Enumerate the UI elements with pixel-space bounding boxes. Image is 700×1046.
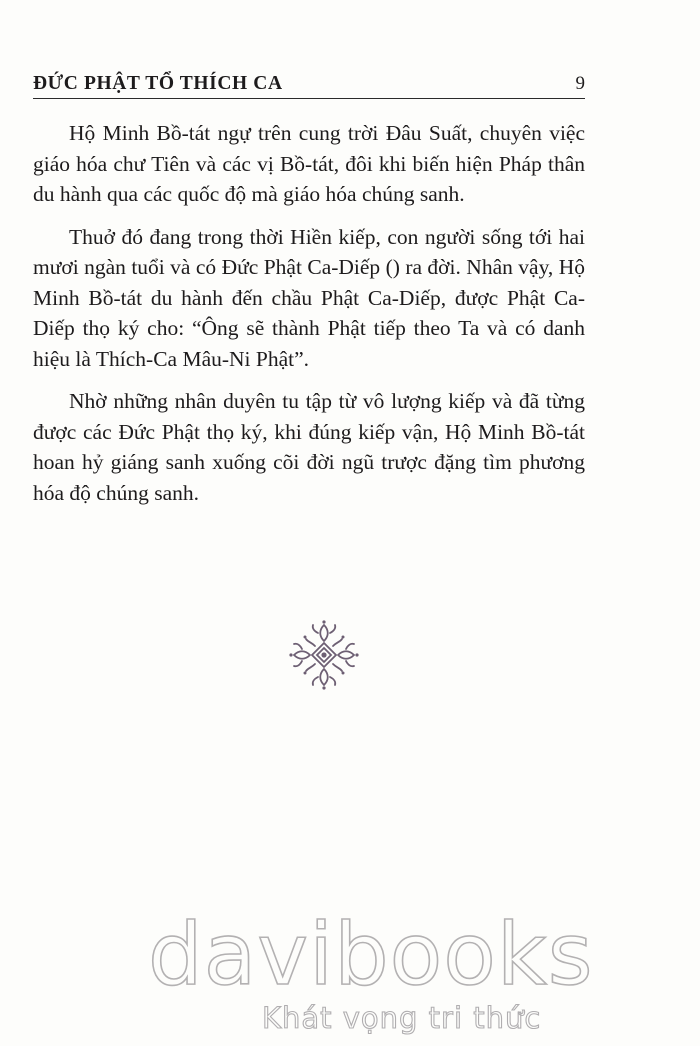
watermark-tagline: Khát vọng tri thức xyxy=(262,1001,542,1035)
paragraph: Nhờ những nhân duyên tu tập từ vô lượng kiếp và đã từng được các Đức Phật thọ ký, khi đúng kiếp vận, Hộ Minh Bồ-tát hoan hỷ giáng sanh xuống cõi đời ngũ trược đặng tìm phương hóa độ chúng sanh. xyxy=(33,389,585,505)
paragraph: Hộ Minh Bồ-tát ngự trên cung trời Đâu Suất, chuyên việc giáo hóa chư Tiên và các vị Bồ-tát, đôi khi biến hiện Pháp thân du hành qua các quốc độ mà giáo hóa chúng sanh. xyxy=(33,121,585,206)
running-title: ĐỨC PHẬT TỔ THÍCH CA xyxy=(33,73,283,94)
running-header xyxy=(33,70,585,99)
page-number: 9 xyxy=(575,73,585,94)
paragraph: Thuở đó đang trong thời Hiền kiếp, con người sống tới hai mươi ngàn tuổi và có Đức Phật Ca-Diếp () ra đời. Nhân vậy, Hộ Minh Bồ-tát du hành đến chầu Phật Ca-Diếp, được Phật Ca-Diếp thọ ký cho: “Ông sẽ thành Phật tiếp theo Ta và có danh hiệu là Thích-Ca Mâu-Ni Phật”. xyxy=(33,224,585,371)
floral-diamond-ornament-icon xyxy=(288,619,360,691)
body-text xyxy=(33,118,585,520)
ornament-svg xyxy=(288,619,360,691)
watermark-brand: davibooks xyxy=(148,905,594,1005)
